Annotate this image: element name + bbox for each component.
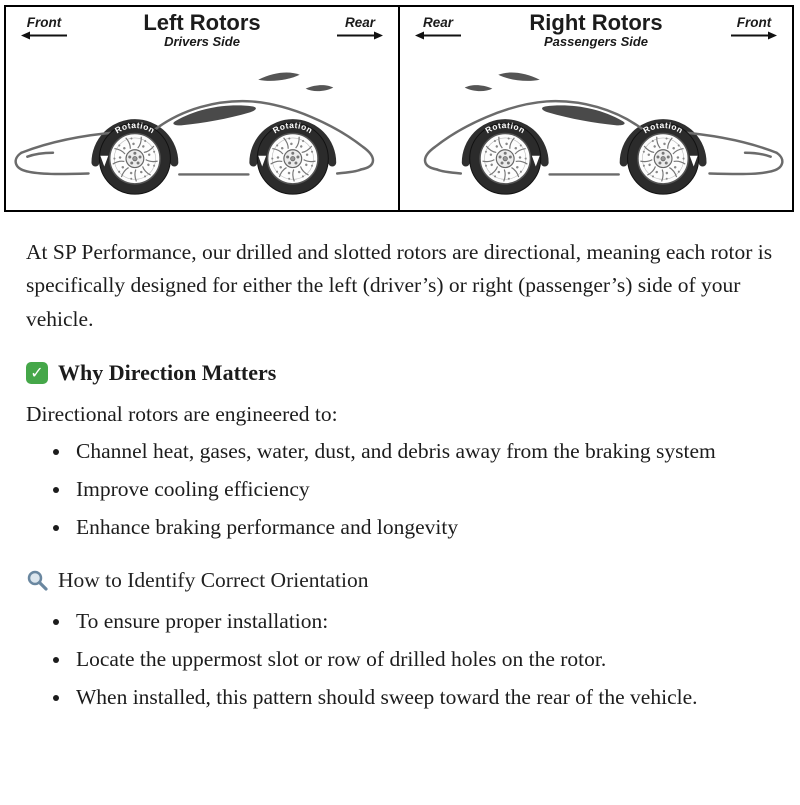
arrow-right-icon [731,31,777,40]
panel-subtitle: Passengers Side [543,34,649,50]
rotor-direction-diagram [4,5,796,212]
front-direction-label [18,15,70,40]
panel-title: Right Rotors [529,10,663,35]
magnifier-icon [26,569,48,591]
list-item: • Improve cooling efficiency [72,473,774,505]
benefits-list [26,435,774,544]
front-direction-label [728,15,780,40]
list-item: • Enhance braking performance and longevity [72,511,774,543]
article-body [0,212,800,713]
direction-label-text: Front [26,15,62,30]
car-illustration-right [400,58,792,208]
check-icon: ✓ [26,362,48,384]
list-item: • When installed, this pattern should sweep toward the rear of the vehicle. [72,681,774,713]
arrow-left-icon [415,31,461,40]
section-title: Why Direction Matters [58,359,277,385]
panel-subtitle: Drivers Side [164,34,240,50]
car-illustration-left [6,58,398,208]
rotation-label: Rotation [113,120,157,136]
list-item: • To ensure proper installation: [72,605,774,637]
list-item: • Locate the uppermost slot or row of drilled holes on the rotor. [72,643,774,675]
orientation-steps-list [26,605,774,714]
arrow-right-icon [337,31,383,40]
direction-label-text: Rear [344,15,376,30]
rotation-label: Rotation [483,120,528,136]
direction-label-text: Rear [422,15,454,30]
arrow-left-icon [21,31,67,40]
left-rotors-panel [4,5,400,212]
rear-direction-label [412,15,464,40]
rotation-label: Rotation [641,120,685,136]
section-heading-identify-orientation [26,568,774,593]
rear-direction-label [334,15,386,40]
panel-title: Left Rotors [143,10,261,35]
section-lead: Directional rotors are engineered to: [26,401,338,426]
list-item: • Channel heat, gases, water, dust, and debris away from the braking system [72,435,774,467]
intro-paragraph: At SP Performance, our drilled and slotted rotors are directional, meaning each rotor is specifically designed for either the left (driver’s) or right (passenger’s) side of your vehicle. [26,240,773,331]
section-heading-why-direction-matters [26,360,774,386]
direction-label-text: Front [736,15,772,30]
rotation-label: Rotation [270,120,315,136]
section-title: How to Identify Correct Orientation [58,567,369,592]
right-rotors-panel [398,5,794,212]
